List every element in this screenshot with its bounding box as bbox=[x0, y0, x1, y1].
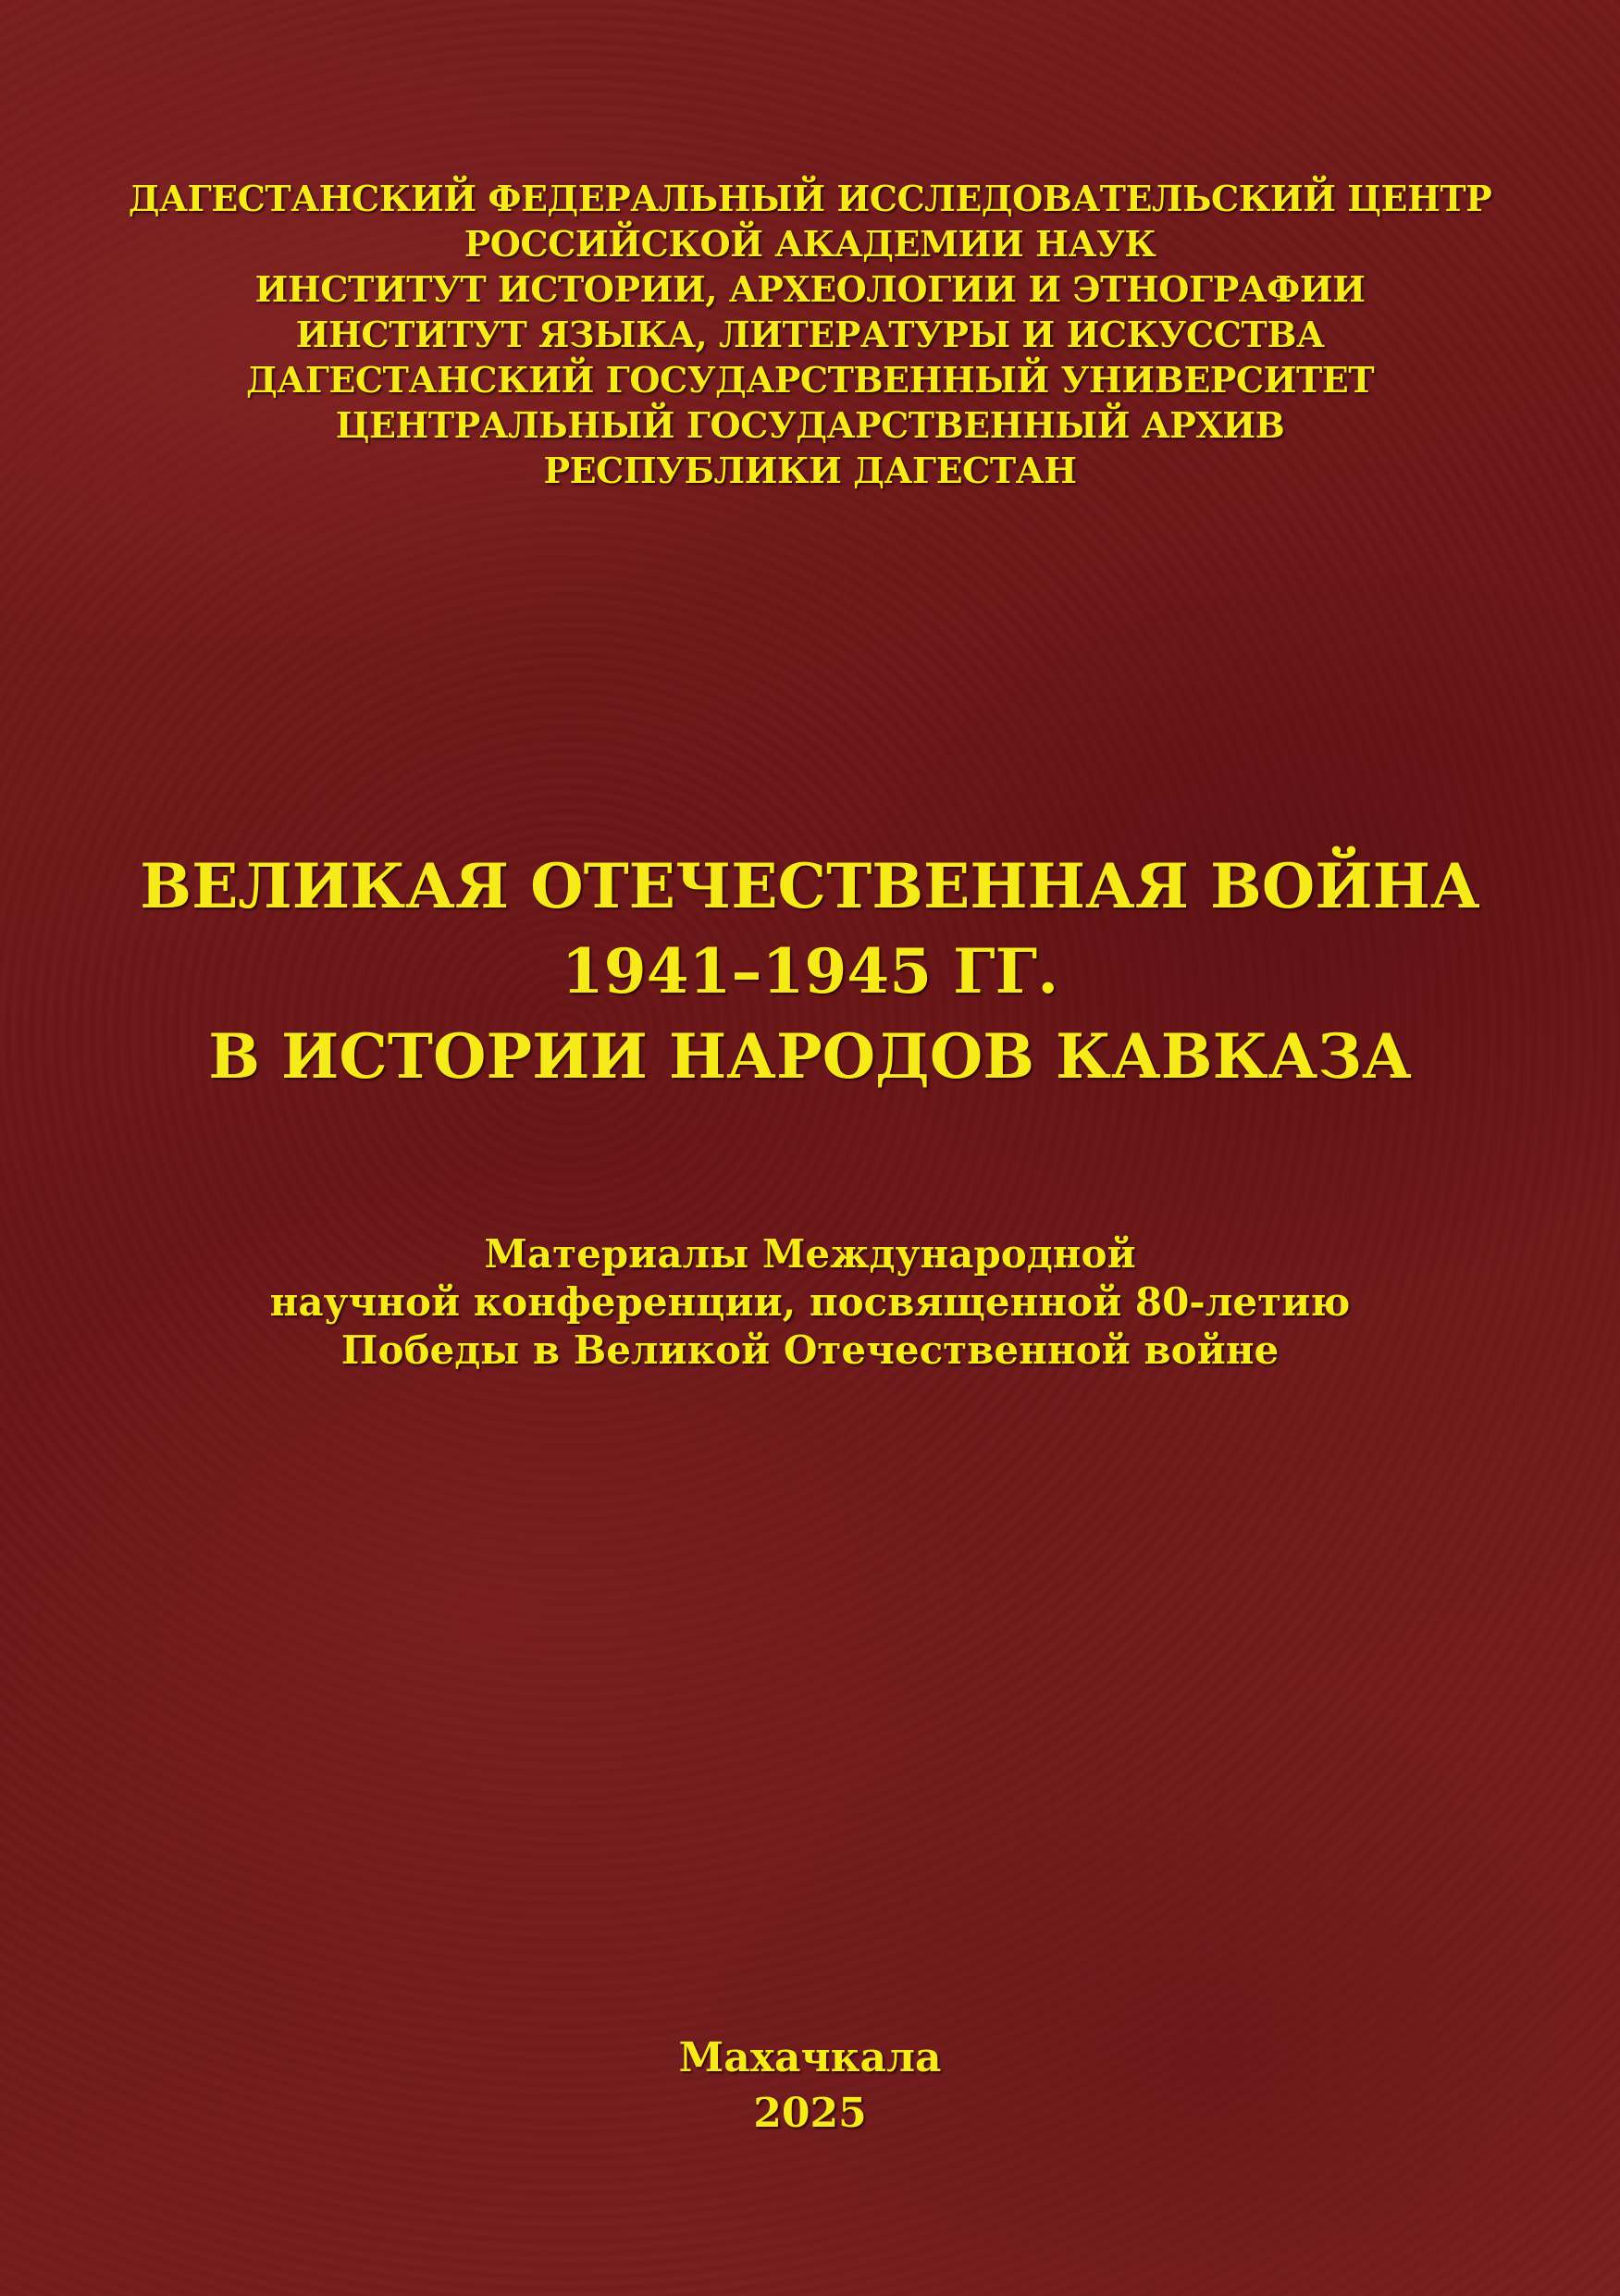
organization-line: ЦЕНТРАЛЬНЫЙ ГОСУДАРСТВЕННЫЙ АРХИВ bbox=[335, 404, 1285, 446]
organizations-block bbox=[0, 176, 1620, 493]
organization-line: ДАГЕСТАНСКИЙ ГОСУДАРСТВЕННЫЙ УНИВЕРСИТЕТ bbox=[245, 359, 1375, 401]
organization-line: ДАГЕСТАНСКИЙ ФЕДЕРАЛЬНЫЙ ИССЛЕДОВАТЕЛЬСКИЙ ЦЕНТР bbox=[128, 178, 1492, 219]
imprint-year: 2025 bbox=[753, 2090, 867, 2137]
subtitle-line: Победы в Великой Отечественной войне bbox=[340, 1327, 1280, 1373]
organization-line: РОССИЙСКОЙ АКАДЕМИИ НАУК bbox=[464, 223, 1156, 265]
book-title bbox=[0, 844, 1620, 1099]
imprint bbox=[0, 2031, 1620, 2142]
imprint-city: Махачкала bbox=[678, 2034, 942, 2081]
title-line: 1941–1945 ГГ. bbox=[561, 935, 1059, 1007]
organization-line: ИНСТИТУТ ИСТОРИИ, АРХЕОЛОГИИ И ЭТНОГРАФИИ bbox=[254, 268, 1366, 310]
title-line: ВЕЛИКАЯ ОТЕЧЕСТВЕННАЯ ВОЙНА bbox=[140, 850, 1480, 922]
organization-line: ИНСТИТУТ ЯЗЫКА, ЛИТЕРАТУРЫ И ИСКУССТВА bbox=[295, 314, 1325, 355]
book-subtitle bbox=[0, 1230, 1620, 1375]
title-line: В ИСТОРИИ НАРОДОВ КАВКАЗА bbox=[208, 1020, 1412, 1092]
subtitle-line: научной конференции, посвященной 80-летию bbox=[269, 1279, 1351, 1325]
subtitle-line: Материалы Международной bbox=[484, 1231, 1136, 1277]
organization-line: РЕСПУБЛИКИ ДАГЕСТАН bbox=[543, 450, 1077, 491]
